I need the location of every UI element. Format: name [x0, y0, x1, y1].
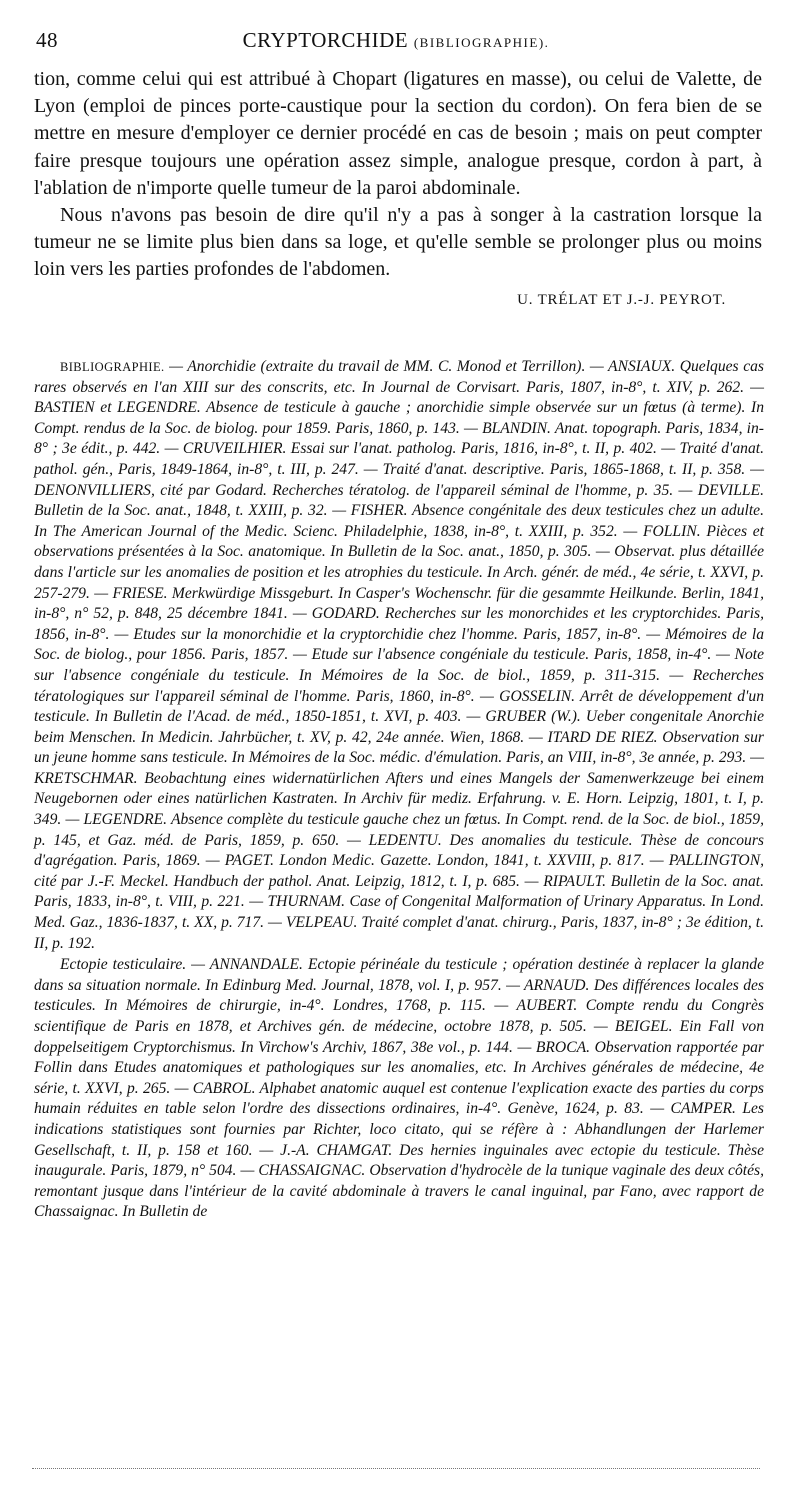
bibliography-entry-anorchidie [34, 357, 764, 954]
bibliography-entry-ectopie [34, 955, 764, 1223]
bibliography-label: BIBLIOGRAPHIE. [60, 360, 165, 374]
running-title-section: (BIBLIOGRAPHIE). [413, 35, 550, 50]
paragraph-2: Nous n'avons pas besoin de dire qu'il n'y a pas à songer à la castration lorsque la tumeur ne se limite plus bien dans sa loge, et qu'elle semble se prolonger plus ou moins loin vers les parties profondes de l'abdomen. [34, 204, 762, 281]
bibliography [34, 357, 764, 1223]
bibliography-text: — Anorchidie (extraite du travail de MM. C. Monod et Terrillon). — ANSIAUX. Quelques cas rares observés en l'an XIII sur des conscrits, etc. In Journal de Corvisart. Paris, 1807, in-8°, t. XIV, p. 262. — BASTIEN et LEGENDRE. Absence de testicule à gauche ; anorchidie simple observée sur un fœtus (à terme). In Compt. rendus de la Soc. de biolog. pour 1859. Paris, 1860, p. 143. — BLANDIN. Anat. topograph. Paris, 1834, in-8° ; 3e édit., p. 442. — CRUVEILHIER. Essai sur l'anat. patholog. Paris, 1816, in-8°, t. II, p. 402. — Traité d'anat. pathol. gén., Paris, 1849-1864, in-8°, t. III, p. 247. — Traité d'anat. descriptive. Paris, 1865-1868, t. II, p. 358. — DENONVILLIERS, cité par Godard. Recherches tératolog. de l'appareil séminal de l'homme, p. 35. — DEVILLE. Bulletin de la Soc. anat., 1848, t. XXIII, p. 32. — FISHER. Absence congénitale des deux testicules chez un adulte. In The American Journal of the Medic. Scienc. Philadelphie, 1838, in-8°, t. XXIII, p. 352. — FOLLIN. Pièces et observations présentées à la Soc. anatomique. In Bulletin de la Soc. anat., 1850, p. 305. — Observat. plus détaillée dans l'article sur les anomalies de position et les atrophies du testicule. In Arch. génér. de méd., 4e série, t. XXVI, p. 257-279. — FRIESE. Merkwürdige Missgeburt. In Casper's Wochenschr. für die gesammte Heilkunde. Berlin, 1841, in-8°, n° 52, p. 848, 25 décembre 1841. — GODARD. Recherches sur les monorchides et les cryptorchides. Paris, 1856, in-8°. — Etudes sur la monorchidie et la cryptorchidie chez l'homme. Paris, 1857, in-8°. — Mémoires de la Soc. de biolog., pour 1856. Paris, 1857. — Etude sur l'absence congéniale du testicule. Paris, 1858, in-4°. — Note sur l'absence congéniale du testicule. In Mémoires de la Soc. de biol., 1859, p. 311-315. — Recherches tératologiques sur l'appareil séminal de l'homme. Paris, 1860, in-8°. — GOSSELIN. Arrêt de développement d'un testicule. In Bulletin de l'Acad. de méd., 1850-1851, t. XVI, p. 403. — GRUBER (W.). Ueber congenitale Anorchie beim Menschen. In Medicin. Jahrbücher, t. XV, p. 42, 24e année. Wien, 1868. — ITARD DE RIEZ. Observation sur un jeune homme sans testicule. In Mémoires de la Soc. médic. d'émulation. Paris, an VIII, in-8°, 3e année, p. 293. — KRETSCHMAR. Beobachtung eines widernatürlichen Afters und eines Mangels der Samenwerkzeuge bei einem Neugebornen oder eines natürlichen Kastraten. In Archiv für mediz. Erfahrung. v. E. Horn. Leipzig, 1801, t. I, p. 349. — LEGENDRE. Absence complète du testicule gauche chez un fœtus. In Compt. rend. de la Soc. de biol., 1859, p. 145, et Gaz. méd. de Paris, 1859, p. 650. — LEDENTU. Des anomalies du testicule. Thèse de concours d'agrégation. Paris, 1869. — PAGET. London Medic. Gazette. London, 1841, t. XXVIII, p. 817. — PALLINGTON, cité par J.-F. Meckel. Handbuch der pathol. Anat. Leipzig, 1812, t. I, p. 685. — RIPAULT. Bulletin de la Soc. anat. Paris, 1833, in-8°, t. VIII, p. 221. — THURNAM. Case of Congenital Malformation of Urinary Apparatus. In Lond. Med. Gaz., 1836-1837, t. XX, p. 717. — VELPEAU. Traité complet d'anat. chirurg., Paris, 1837, in-8° ; 3e édition, t. II, p. 192. [34, 358, 764, 952]
bibliography-text: Ectopie testiculaire. — ANNANDALE. Ectopie périnéale du testicule ; opération destinée à replacer la glande dans sa situation normale. In Edinburg Med. Journal, 1878, vol. I, p. 957. — ARNAUD. Des différences locales des testicules. In Mémoires de chirurgie, in-4°. Londres, 1768, p. 115. — AUBERT. Compte rendu du Congrès scientifique de Paris en 1878, et Archives gén. de médecine, octobre 1878, p. 505. — BEIGEL. Ein Fall von doppelseitigem Cryptorchismus. In Virchow's Archiv, 1867, 38e vol., p. 144. — BROCA. Observation rapportée par Follin dans Etudes anatomiques et pathologiques sur les anomalies, etc. In Archives générales de médecine, 4e série, t. XXVI, p. 265. — CABROL. Alphabet anatomic auquel est contenue l'explication exacte des parties du corps humain réduites en table selon l'ordre des dissections ordinaires, in-4°. Genève, 1624, p. 83. — CAMPER. Les indications statistiques sont fournies par Richter, loco citato, qui se réfère à : Abhandlungen der Harlemer Gesellschaft, t. II, p. 158 et 160. — J.-A. CHAMGAT. Des hernies inguinales avec ectopie du testicule. Thèse inaugurale. Paris, 1879, n° 504. — CHASSAIGNAC. Observation d'hydrocèle de la tunique vaginale des deux côtés, remontant jusque dans l'intérieur de la cavité abdominale à travers le canal inguinal, par Fano, avec rapport de Chassaignac. In Bulletin de [34, 956, 764, 1221]
main-text [34, 66, 762, 314]
footer-divider [32, 1468, 760, 1469]
author-signature: U. TRÉLAT ET J.-J. PEYROT. [517, 291, 726, 308]
paragraph-1: tion, comme celui qui est attribué à Chopart (ligatures en masse), ou celui de Valette, de Lyon (emploi de pinces porte-caustique pour la section du cordon). On fera bien de se mettre en mesure d'employer ce dernier procédé en cas de besoin ; mais on peut compter faire presque toujours une opération assez simple, analogue presque, cordon à part, à l'ablation de n'importe quelle tumeur de la paroi abdominale. [34, 68, 762, 199]
page-number: 48 [36, 28, 58, 52]
running-title-text: CRYPTORCHIDE [242, 28, 409, 52]
page-header [36, 28, 756, 60]
running-title [36, 28, 756, 53]
